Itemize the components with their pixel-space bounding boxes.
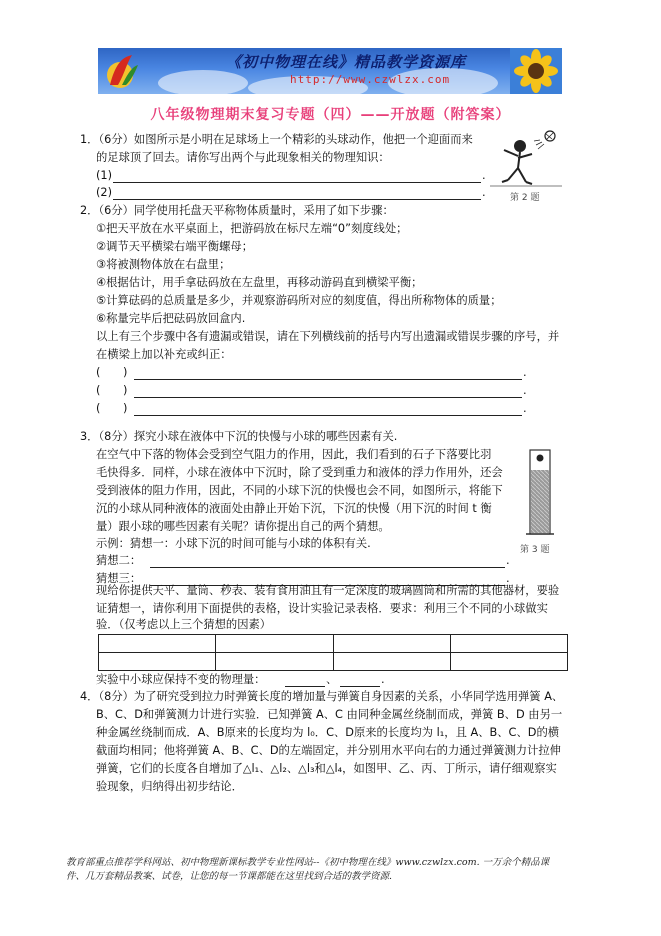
q3-dot-1: . — [506, 554, 510, 567]
q2-paren-1: ( ) — [96, 366, 128, 379]
q3-record-table[interactable] — [98, 634, 568, 671]
q4-line-1: 4．（8分）为了研究受到拉力时弹簧长度的增加量与弹簧自身因素的关系，小华同学选用弹簧 A、 — [80, 690, 564, 703]
q2-paren-2: ( ) — [96, 384, 128, 397]
q1-answer-blank-2[interactable] — [113, 199, 481, 200]
q3-line-5: 沉的小球从同种液体的液面处由静止开始下沉，下沉的快慢（用下沉的时间 t 衡 — [96, 502, 492, 515]
record-table-cell[interactable] — [99, 653, 216, 671]
banner-title: 《初中物理在线》精品教学资源库 — [226, 53, 467, 71]
record-table-cell[interactable] — [216, 635, 333, 653]
q2-step-3: ③将被测物体放在右盘里； — [96, 258, 231, 271]
q3-constant-blank-2[interactable] — [340, 686, 380, 687]
q1-line-2: 的足球顶了回去。请你写出两个与此现象相关的物理知识： — [96, 151, 390, 164]
q3-dot-2: . — [506, 572, 510, 585]
q3-line-7: 示例：猜想一：小球下沉的时间可能与小球的体积有关. — [96, 537, 371, 550]
site-banner[interactable] — [98, 48, 562, 94]
page-footer — [66, 856, 606, 884]
site-logo-icon — [102, 51, 142, 91]
q4-line-3: 种金属丝绕制而成．A、B原来的长度均为 l₀．C、D原来的长度均为 l₁，且 A、B、C、D的横 — [96, 726, 560, 739]
q3-line-12: 验．（仅考虑以上三个猜想的因素） — [96, 618, 272, 631]
q2-step-1: ①把天平放在水平桌面上，把游码放在标尺左端“0”刻度线处； — [96, 222, 408, 235]
q2-answer-blank-2[interactable] — [134, 397, 522, 398]
q3-guess-2-blank[interactable] — [150, 567, 505, 568]
record-table-cell[interactable] — [99, 635, 216, 653]
q3-line-1: 3．（8分）探究小球在液体中下沉的快慢与小球的哪些因素有关. — [80, 430, 398, 443]
record-table-cell[interactable] — [450, 635, 567, 653]
q3-line-11: 证猜想一，请你利用下面提供的表格，设计实验记录表格．要求：利用三个不同的小球做实 — [96, 602, 548, 615]
q2-dot-1: . — [523, 366, 527, 379]
sunflower-icon — [510, 48, 562, 94]
footer-line-1: 教育部重点推荐学科网站、初中物理新课标教学专业性网站--《初中物理在线》www.czwlzx.com. 一万余个精品课 — [66, 857, 550, 868]
q4-line-2: B、C、D和弹簧测力计进行实验．已知弹簧 A、C 由同种金属丝绕制而成，弹簧 B、D 由另一 — [96, 708, 563, 721]
record-table-cell[interactable] — [216, 653, 333, 671]
q2-line-8: 以上有三个步骤中各有遗漏或错误，请在下列横线前的括号内写出遗漏或错误步骤的序号，并 — [96, 330, 560, 343]
q3-constant-blank-1[interactable] — [285, 686, 325, 687]
q3-dot-3: . — [381, 673, 385, 686]
q3-line-4: 受到液体的阻力作用，因此，不同的小球下沉的快慢也会不同，如图所示，将能下 — [96, 484, 503, 497]
q2-answer-blank-3[interactable] — [134, 415, 522, 416]
q2-step-5: ⑤计算砝码的总质量是多少，并观察游码所对应的刻度值，得出所称物体的质量； — [96, 294, 502, 307]
q2-line-9: 在横梁上加以补充或纠正： — [96, 348, 232, 361]
q2-step-6: ⑥称量完毕后把砝码放回盒内. — [96, 312, 246, 325]
banner-url[interactable]: http://www.czwlzx.com — [290, 73, 451, 86]
record-table-cell[interactable] — [333, 653, 450, 671]
q1-blank-1-label: (1) — [96, 169, 113, 182]
q2-answer-blank-1[interactable] — [134, 379, 522, 380]
q3-line-6: 量）跟小球的哪些因素有关呢？请你提出自己的两个猜想。 — [96, 520, 390, 533]
q3-guess-2-label: 猜想二： — [96, 554, 142, 567]
cylinder-figure — [520, 446, 560, 540]
q3-guess-3-label: 猜想三： — [96, 572, 142, 585]
q3-line-2: 在空气中下落的物体会受到空气阻力的作用，因此，我们看到的石子下落要比羽 — [96, 448, 492, 461]
q2-paren-3: ( ) — [96, 402, 128, 415]
q1-answer-blank-1[interactable] — [113, 182, 481, 183]
q4-line-6: 验现象，归纳得出初步结论． — [96, 780, 243, 793]
q1-dot-1: . — [482, 169, 486, 182]
q3-line-3: 毛快得多．同样，小球在液体中下沉时，除了受到重力和液体的浮力作用外，还会 — [96, 466, 503, 479]
q3-line-10: 现给你提供天平、量筒、秒表、装有食用油且有一定深度的玻璃圆筒和所需的其他器材，要验 — [96, 584, 560, 597]
header-ball-figure — [490, 128, 562, 190]
q2-dot-2: . — [523, 384, 527, 397]
record-table-cell[interactable] — [333, 635, 450, 653]
q3-separator: 、 — [326, 673, 338, 686]
q1-figure-caption: 第 2 题 — [510, 193, 540, 203]
footer-line-2: 件、几万套精品教案、试卷，让您的每一节课都能在这里找到合适的教学资源. — [66, 871, 393, 882]
record-table-cell[interactable] — [450, 653, 567, 671]
page-title: 八年级物理期末复习专题（四）——开放题（附答案） — [150, 107, 511, 123]
q1-line-1: 1．（6分）如图所示是小明在足球场上一个精彩的头球动作，他把一个迎面而来 — [80, 133, 473, 146]
q3-line-13: 实验中小球应保持不变的物理量： — [96, 673, 266, 686]
q3-figure-caption: 第 3 题 — [520, 545, 550, 555]
q2-step-2: ②调节天平横梁右端平衡螺母； — [96, 240, 253, 253]
q4-line-4: 截面均相同；他将弹簧 A、B、C、D的左端固定，并分别用水平向右的力通过弹簧测力计拉伸 — [96, 744, 561, 757]
q2-step-4: ④根据估计，用手拿砝码放在左盘里，再移动游码直到横梁平衡； — [96, 276, 423, 289]
q2-line-1: 2．（6分）同学使用托盘天平称物体质量时，采用了如下步骤： — [80, 204, 394, 217]
q1-blank-2-label: (2) — [96, 186, 113, 199]
q4-line-5: 弹簧，它们的长度各自增加了△l₁、△l₂、△l₃和△l₄，如图甲、乙、丙、丁所示，请仔细观察实 — [96, 762, 557, 775]
q1-dot-2: . — [482, 186, 486, 199]
q2-dot-3: . — [523, 402, 527, 415]
